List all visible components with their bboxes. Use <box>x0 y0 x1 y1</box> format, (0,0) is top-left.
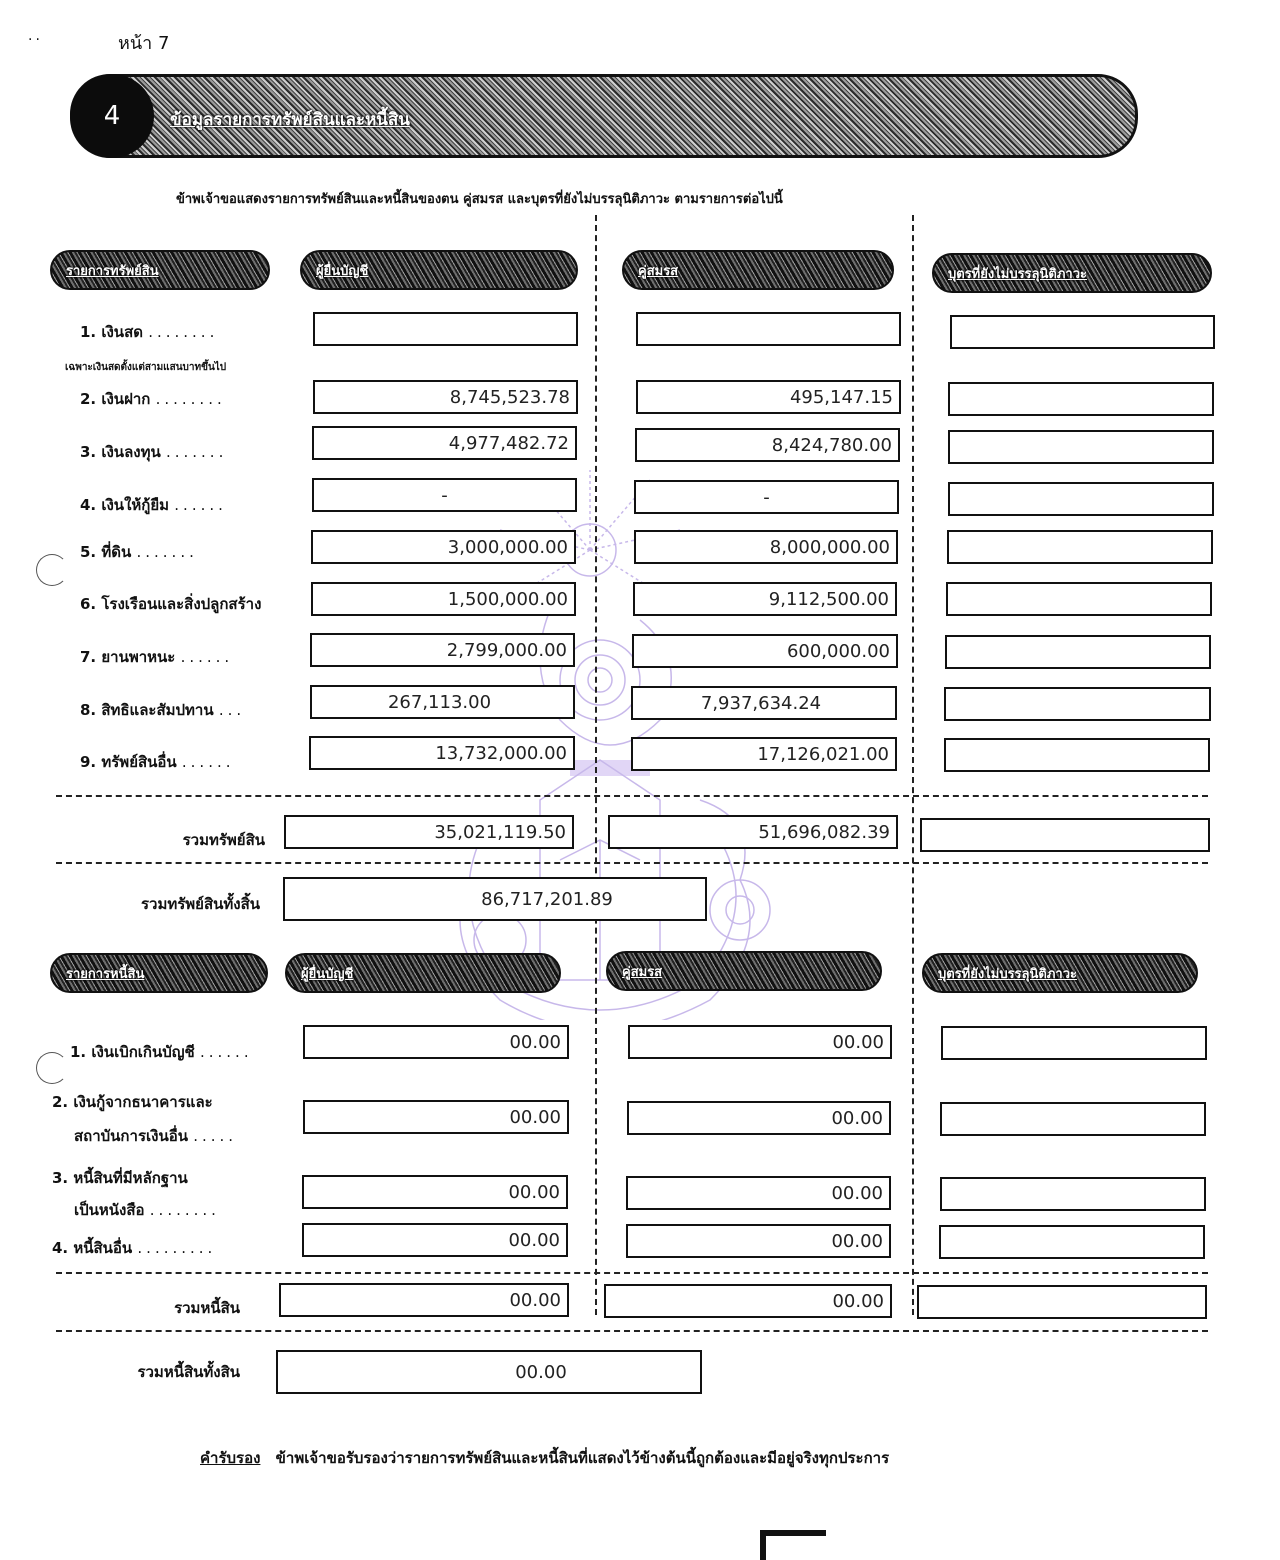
liability-grand-total-label: รวมหนี้สินทั้งสิน <box>137 1363 240 1381</box>
asset-land-declarant[interactable]: 3,000,000.00 <box>311 530 576 564</box>
asset-row-label: 7. ยานพาหนะ ...... <box>80 648 234 666</box>
asset-rights-spouse[interactable]: 7,937,634.24 <box>631 686 897 720</box>
liability-row-label: 2. เงินกู้จากธนาคารและ <box>52 1093 213 1111</box>
asset-subtotal-label: รวมทรัพย์สิน <box>182 831 265 849</box>
asset-row-label: 8. สิทธิและสัมปทาน ... <box>80 701 246 719</box>
asset-cash-children[interactable] <box>950 315 1215 349</box>
liability-other-children[interactable] <box>939 1225 1205 1259</box>
liability-row-label: 3. หนี้สินที่มีหลักฐาน <box>52 1169 188 1187</box>
asset-deposit-children[interactable] <box>948 382 1214 416</box>
intro-text: ข้าพเจ้าขอแสดงรายการทรัพย์สินและหนี้สินของตน คู่สมรส และบุตรที่ยังไม่บรรลุนิติภาวะ ตามรายการต่อไปนี้ <box>176 192 783 207</box>
asset-buildings-spouse[interactable]: 9,112,500.00 <box>633 582 897 616</box>
liability-subtotal-spouse[interactable]: 00.00 <box>604 1284 892 1318</box>
asset-investment-spouse[interactable]: 8,424,780.00 <box>635 428 900 462</box>
asset-cash-declarant[interactable] <box>313 312 578 346</box>
liability-subtotal-declarant[interactable]: 00.00 <box>279 1283 569 1317</box>
asset-subtotal-children[interactable] <box>920 818 1210 852</box>
asset-land-children[interactable] <box>947 530 1213 564</box>
asset-loan-declarant[interactable]: - <box>312 478 577 512</box>
asset-rights-children[interactable] <box>944 687 1211 721</box>
section-number-badge: 4 <box>70 74 154 158</box>
asset-row-label: 4. เงินให้กู้ยืม ...... <box>80 496 227 514</box>
liability-row-label-2: เป็นหนังสือ ........ <box>74 1201 220 1219</box>
asset-land-spouse[interactable]: 8,000,000.00 <box>634 530 898 564</box>
liability-bank-loans-children[interactable] <box>940 1102 1206 1136</box>
cash-note: เฉพาะเงินสดตั้งแต่สามแสนบาทขึ้นไป <box>65 362 227 373</box>
header-asset-category: รายการทรัพย์สิน <box>50 250 270 290</box>
signature-fragment <box>760 1530 826 1560</box>
liability-documented-declarant[interactable]: 00.00 <box>302 1175 568 1209</box>
liability-row-label: 1. เงินเบิกเกินบัญชี ...... <box>70 1043 253 1061</box>
liability-subtotal-label: รวมหนี้สิน <box>174 1299 240 1317</box>
asset-buildings-children[interactable] <box>946 582 1212 616</box>
liability-other-declarant[interactable]: 00.00 <box>302 1223 568 1257</box>
asset-loan-spouse[interactable]: - <box>634 480 899 514</box>
divider-vertical-2 <box>912 215 914 1315</box>
divider-vertical-1 <box>595 215 597 1315</box>
liability-overdraft-children[interactable] <box>941 1026 1207 1060</box>
asset-deposit-declarant[interactable]: 8,745,523.78 <box>313 380 578 414</box>
asset-row-label: 9. ทรัพย์สินอื่น ...... <box>80 753 235 771</box>
asset-grand-total-label: รวมทรัพย์สินทั้งสิ้น <box>140 895 260 913</box>
divider-horizontal <box>56 1330 1208 1332</box>
header-liability-spouse: คู่สมรส <box>606 951 882 991</box>
liability-bank-loans-declarant[interactable]: 00.00 <box>303 1100 569 1134</box>
asset-grand-total-value[interactable]: 86,717,201.89 <box>283 877 707 921</box>
header-liability-children: บุตรที่ยังไม่บรรลุนิติภาวะ <box>922 953 1198 993</box>
asset-row-label: 2. เงินฝาก ........ <box>80 390 226 408</box>
divider-horizontal <box>56 1272 1208 1274</box>
page-number: หน้า 7 <box>118 33 170 54</box>
liability-documented-spouse[interactable]: 00.00 <box>626 1176 891 1210</box>
asset-deposit-spouse[interactable]: 495,147.15 <box>636 380 901 414</box>
asset-subtotal-declarant[interactable]: 35,021,119.50 <box>284 815 574 849</box>
asset-other-declarant[interactable]: 13,732,000.00 <box>309 736 575 770</box>
asset-loan-children[interactable] <box>948 482 1214 516</box>
asset-cash-spouse[interactable] <box>636 312 901 346</box>
punch-hole-mark <box>36 1052 68 1084</box>
header-liability-category: รายการหนี้สิน <box>50 953 268 993</box>
asset-row-label: 6. โรงเรือนและสิ่งปลูกสร้าง <box>80 595 262 613</box>
certification-text: ข้าพเจ้าขอรับรองว่ารายการทรัพย์สินและหนี้สินที่แสดงไว้ข้างต้นนี้ถูกต้องและมีอยู่จริงทุกประการ <box>275 1449 890 1467</box>
asset-row-label: 3. เงินลงทุน ....... <box>80 443 228 461</box>
header-asset-children: บุตรที่ยังไม่บรรลุนิติภาวะ <box>932 253 1212 293</box>
liability-documented-children[interactable] <box>940 1177 1206 1211</box>
header-asset-declarant: ผู้ยื่นบัญชี <box>300 250 578 290</box>
page-dots: .. <box>28 28 43 44</box>
liability-overdraft-declarant[interactable]: 00.00 <box>303 1025 569 1059</box>
header-liability-declarant: ผู้ยื่นบัญชี <box>285 953 561 993</box>
asset-vehicles-spouse[interactable]: 600,000.00 <box>632 634 898 668</box>
header-asset-spouse: คู่สมรส <box>622 250 894 290</box>
liability-row-label: 4. หนี้สินอื่น ......... <box>52 1239 217 1257</box>
asset-rights-declarant[interactable]: 267,113.00 <box>310 685 575 719</box>
asset-row-label: 5. ที่ดิน ....... <box>80 543 198 561</box>
liability-bank-loans-spouse[interactable]: 00.00 <box>627 1101 891 1135</box>
liability-row-label-2: สถาบันการเงินอื่น ..... <box>74 1127 238 1145</box>
asset-other-children[interactable] <box>944 738 1210 772</box>
asset-buildings-declarant[interactable]: 1,500,000.00 <box>311 582 576 616</box>
divider-horizontal <box>56 795 1208 797</box>
liability-subtotal-children[interactable] <box>917 1285 1207 1319</box>
asset-investment-declarant[interactable]: 4,977,482.72 <box>312 426 577 460</box>
asset-investment-children[interactable] <box>948 430 1214 464</box>
asset-vehicles-children[interactable] <box>945 635 1211 669</box>
punch-hole-mark <box>36 554 68 586</box>
liability-other-spouse[interactable]: 00.00 <box>626 1224 891 1258</box>
divider-horizontal <box>56 862 1208 864</box>
certification-label: คำรับรอง <box>200 1449 261 1467</box>
liability-overdraft-spouse[interactable]: 00.00 <box>628 1025 892 1059</box>
liability-grand-total-value[interactable]: 00.00 <box>276 1350 702 1394</box>
certification-statement <box>200 1446 889 1470</box>
asset-row-label: 1. เงินสด ........ <box>80 323 219 341</box>
asset-other-spouse[interactable]: 17,126,021.00 <box>631 737 897 771</box>
section-title: ข้อมูลรายการทรัพย์สินและหนี้สิน <box>170 110 410 130</box>
asset-vehicles-declarant[interactable]: 2,799,000.00 <box>310 633 575 667</box>
asset-subtotal-spouse[interactable]: 51,696,082.39 <box>608 815 898 849</box>
